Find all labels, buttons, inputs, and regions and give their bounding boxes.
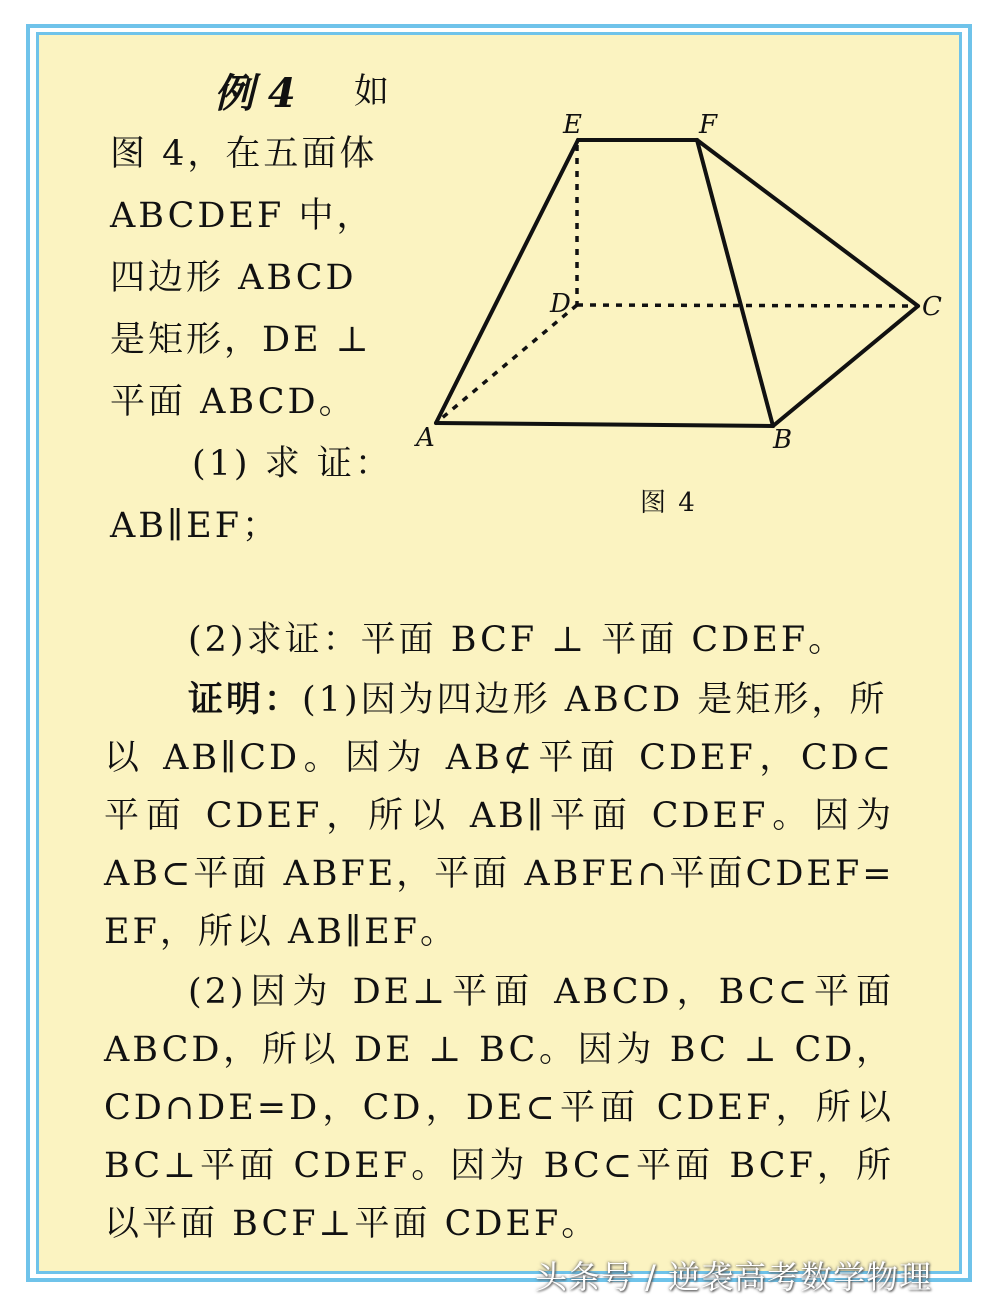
watermark: 头条号 / 逆袭高考数学物理 [535, 1258, 933, 1296]
proof-line-6: (2)因为 DE⊥平面 ABCD，BC⊂平面 [188, 972, 894, 1012]
proof-line-9: BC⊥平面 CDEF。因为 BC⊂平面 BCF，所 [104, 1146, 894, 1186]
intro-line-3: ABCDEF 中， [110, 196, 375, 236]
proof-line-5: EF，所以 AB∥EF。 [104, 912, 458, 952]
figure-caption: 图 4 [640, 488, 697, 518]
intro-line-1: 如 [354, 72, 393, 112]
edge-bc [773, 306, 918, 426]
edge-ea [436, 140, 578, 423]
part2-question: (2)求证：平面 BCF ⊥ 平面 CDEF。 [188, 620, 847, 660]
label-b: B [773, 425, 793, 455]
intro-line-8: AB∥EF； [110, 506, 280, 546]
example-title: 例 4 [214, 70, 296, 117]
proof-line-1-text: (1)因为四边形 ABCD 是矩形，所 [302, 680, 888, 720]
intro-line-6: 平面 ABCD。 [110, 382, 357, 422]
label-f: F [699, 110, 718, 140]
proof-line-3: 平面 CDEF，所以 AB∥平面 CDEF。因为 [104, 796, 894, 836]
intro-line-4: 四边形 ABCD [110, 258, 357, 298]
edge-ab [436, 423, 773, 426]
proof-line-8: CD∩DE=D，CD，DE⊂平面 CDEF，所以 [104, 1088, 894, 1128]
proof-line-1 [188, 678, 887, 722]
proof-label: 证明： [188, 679, 303, 720]
proof-line-2: 以 AB∥CD。因为 AB⊄平面 CDEF，CD⊂ [104, 738, 894, 778]
label-d: D [550, 289, 571, 319]
edge-dc-hidden [577, 305, 918, 306]
label-a: A [416, 423, 435, 453]
edge-fc [697, 140, 918, 306]
intro-line-5: 是矩形，DE ⊥ [110, 320, 372, 360]
label-c: C [922, 292, 942, 322]
label-e: E [563, 110, 582, 140]
proof-line-10: 以平面 BCF⊥平面 CDEF。 [104, 1204, 600, 1244]
intro-line-7: (1) 求 证： [192, 444, 393, 484]
proof-line-7: ABCD，所以 DE ⊥ BC。因为 BC ⊥ CD， [104, 1030, 894, 1070]
pentahedron-figure [400, 100, 960, 460]
edge-fb [697, 140, 773, 426]
edge-da-hidden [436, 305, 577, 423]
proof-line-4: AB⊂平面 ABFE，平面 ABFE∩平面CDEF= [104, 854, 895, 894]
intro-line-2: 图 4，在五面体 [110, 134, 378, 174]
